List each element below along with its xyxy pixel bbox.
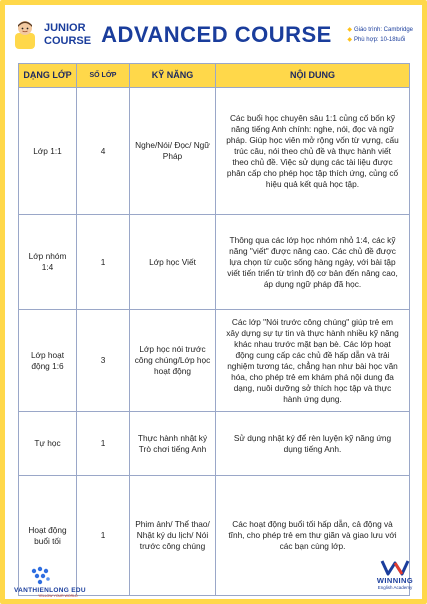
badge-line1: JUNIOR: [44, 22, 86, 34]
cell-skill: Lớp học Viết: [130, 215, 216, 310]
meta-age: Phù hợp: 10-18tuổi: [353, 37, 406, 43]
cell-skill: Thực hành nhật ký Trò chơi tiếng Anh: [130, 412, 216, 476]
bullet-icon: ◆: [347, 37, 352, 43]
table-row: [19, 310, 410, 412]
cell-content: Các hoạt động buổi tối hấp dẫn, cả động và tĩnh, cho phép trẻ em thư giãn và giao lưu với các bạn cùng lớp.: [216, 476, 410, 596]
table-header-row: [19, 64, 410, 88]
page-header: [10, 10, 417, 60]
student-mascot-icon: [12, 19, 38, 51]
cell-class-count: 1: [77, 215, 130, 310]
winning-logo: [368, 558, 422, 600]
bullet-icon: ◆: [347, 27, 352, 33]
cell-content: Sử dụng nhật ký để rèn luyện kỹ năng ứng dụng tiếng Anh.: [216, 412, 410, 476]
table-row: [19, 215, 410, 310]
cell-skill: Phim ảnh/ Thể thao/ Nhật ký du lịch/ Nói trước công chúng: [130, 476, 216, 596]
cell-content: Các buổi học chuyên sâu 1:1 củng cố bốn kỹ năng tiếng Anh chính: nghe, nói, đọc và ngữ pháp. Giúp học viên mở rộng vốn từ vựng, cấu trúc câu, nói theo chủ đề và thực hành viết theo chủ đề. Việc sử dụng các tài liệu được phân cấp cho phép học tập thích ứng, củng cố hiệu quả kết quả học tập.: [216, 88, 410, 215]
cell-class-type: Lớp nhóm 1:4: [19, 215, 77, 310]
header-content: NỘI DUNG: [216, 64, 410, 88]
cell-class-count: 1: [77, 476, 130, 596]
vanthienlong-mark-icon: [28, 565, 54, 587]
left-brand-name: VANTHIENLONG EDU: [14, 587, 86, 594]
cell-skill: Nghe/Nói/ Đọc/ Ngữ Pháp: [130, 88, 216, 215]
header-class-count: SỐ LỚP: [77, 64, 130, 88]
cell-class-type: Hoạt động buổi tối: [19, 476, 77, 596]
winning-w-icon: [380, 558, 410, 576]
table-row: [19, 88, 410, 215]
cell-class-count: 3: [77, 310, 130, 412]
cell-skill: Lớp học nói trước công chúng/Lớp học hoạt động: [130, 310, 216, 412]
page-title: ADVANCED COURSE: [101, 22, 332, 47]
junior-course-badge: [44, 22, 91, 48]
badge-line2: COURSE: [44, 35, 92, 47]
cell-class-type: Lớp 1:1: [19, 88, 77, 215]
right-brand-name: WINNING: [376, 576, 414, 585]
cell-content: Thông qua các lớp học nhóm nhỏ 1:4, các kỹ năng "viết" được nâng cao. Các chủ đề được lựa chọn từ cuộc sống hàng ngày, với bài tập viết tiến triển từ trình độ cơ bản đến nâng cao, áp dụng ngữ pháp đã học.: [216, 215, 410, 310]
header-skill: KỸ NĂNG: [130, 64, 216, 88]
vanthienlong-logo: [14, 565, 124, 601]
cell-class-count: 4: [77, 88, 130, 215]
cell-class-count: 1: [77, 412, 130, 476]
course-meta: [347, 25, 417, 45]
left-brand-tagline: YELLOW YOUR WORLD: [38, 594, 78, 598]
table-row: [19, 412, 410, 476]
header-class-type: DẠNG LỚP: [19, 64, 77, 88]
course-table: [18, 63, 410, 596]
cell-content: Các lớp "Nói trước công chúng" giúp trẻ em xây dựng sự tự tin và thực hành nhiều kỹ năng khác nhau trước mặt bạn bè. Các lớp hoạt động cung cấp các chủ đề hấp dẫn và trải nghiệm tương tác, chẳng hạn như bài học văn hóa, cho phép trẻ em khám phá nội dung đa dạng, nuôi dưỡng sở thích học tập và thực hành ứng dụng.: [216, 310, 410, 412]
right-brand-tagline: English Academy: [377, 585, 413, 590]
cell-class-type: Tự học: [19, 412, 77, 476]
meta-program: Giáo trình: Cambridge: [353, 27, 413, 33]
cell-class-type: Lớp hoạt động 1:6: [19, 310, 77, 412]
